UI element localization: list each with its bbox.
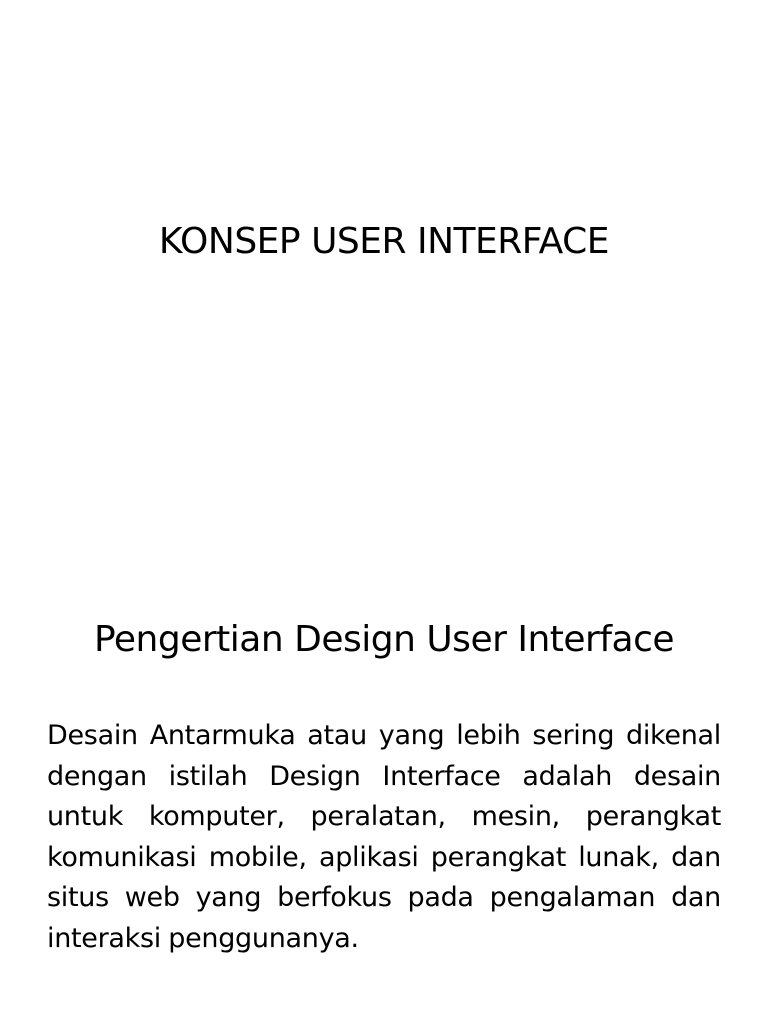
slide-1-title: KONSEP USER INTERFACE bbox=[158, 221, 610, 262]
slide-2-title: Pengertian Design User Interface bbox=[93, 619, 675, 660]
slide-2 bbox=[0, 512, 768, 1024]
slide-2-body-text: Desain Antarmuka atau yang lebih sering dikenal dengan istilah Design Interface adalah desain untuk komputer, peralatan, mesin, perangkat komunikasi mobile, aplikasi perangkat lunak, dan situs web yang berfokus pada pengalaman dan interaksi penggunanya. bbox=[47, 720, 721, 954]
